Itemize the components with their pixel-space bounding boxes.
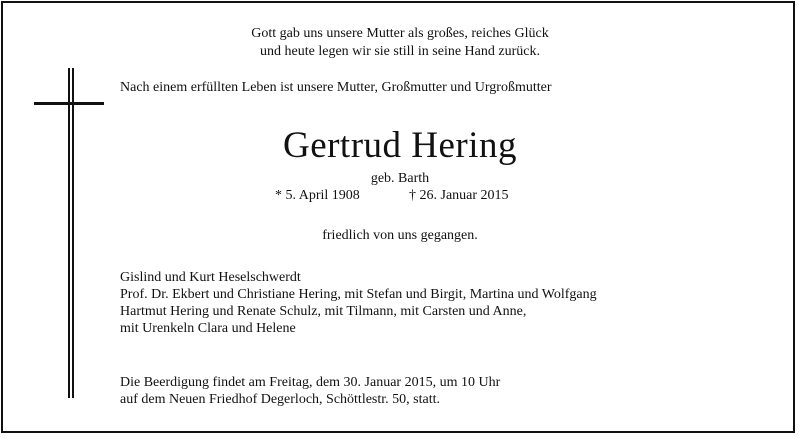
intro-text: Nach einem erfüllten Leben ist unsere Mutter, Großmutter und Urgroßmutter: [120, 80, 552, 95]
funeral-line-2: auf dem Neuen Friedhof Degerloch, Schöttlestr. 50, statt.: [120, 392, 440, 407]
birth-date: * 5. April 1908: [275, 188, 360, 203]
notice-border: [1, 1, 795, 433]
death-date: † 26. Januar 2015: [409, 188, 509, 203]
mourner-line: mit Urenkeln Clara und Helene: [120, 321, 296, 336]
funeral-line-1: Die Beerdigung findet am Freitag, dem 30. Januar 2015, um 10 Uhr: [120, 375, 501, 390]
deceased-name: Gertrud Hering: [282, 125, 518, 166]
motto-line-2: und heute legen wir sie still in seine Hand zurück.: [260, 44, 540, 59]
cross-horizontal-bar: [34, 102, 104, 105]
mourner-line: Gislind und Kurt Heselschwerdt: [120, 270, 301, 285]
mourner-line: Hartmut Hering und Renate Schulz, mit Tilmann, mit Carsten und Anne,: [120, 304, 527, 319]
passing-text: friedlich von uns gegangen.: [322, 228, 478, 243]
mourner-line: Prof. Dr. Ekbert und Christiane Hering, mit Stefan und Birgit, Martina und Wolfgang: [120, 287, 597, 302]
motto-line-1: Gott gab uns unsere Mutter als großes, reiches Glück: [251, 26, 549, 41]
maiden-name: geb. Barth: [370, 171, 430, 186]
